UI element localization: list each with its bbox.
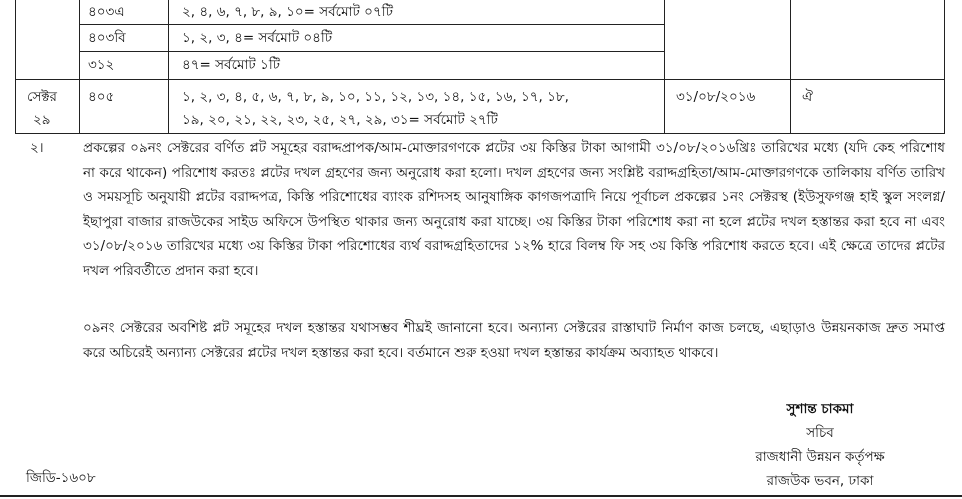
sector-label: সেক্টর — [27, 89, 57, 105]
plot-sector-code: ৪০৩এ — [88, 4, 125, 20]
table-border-bottom — [15, 133, 945, 134]
signatory-name: সুশান্ত চাকমা — [786, 401, 854, 417]
plot-numbers: ১, ২, ৩, ৪, ৫, ৬, ৭, ৮, ৯, ১০, ১১, ১২, ১৩, ১৪, ১৫, ১৬, ১৭, ১৮, — [182, 89, 569, 105]
table-row-divider — [79, 51, 665, 52]
plot-numbers: ১, ২, ৩, ৪= সর্বমোট ০৪টি — [182, 30, 333, 46]
table-row-divider — [15, 79, 945, 80]
plot-numbers: ১৯, ২০, ২১, ২২, ২৩, ২৫, ২৭, ২৯, ৩১= সর্বমোট ২৭টি — [182, 112, 498, 128]
table-col-divider — [664, 0, 665, 134]
handover-date: ৩১/০৮/২০১৬ — [676, 89, 756, 105]
table-col-divider — [790, 0, 791, 134]
signatory-address: রাজউক ভবন, ঢাকা — [766, 473, 874, 489]
table-col-divider — [168, 0, 169, 134]
paragraph-number: ২। — [30, 140, 44, 156]
table-row-divider — [79, 24, 665, 25]
sector-number: ২৯ — [33, 112, 51, 128]
plot-numbers: ৪৭= সর্বমোট ১টি — [182, 57, 281, 73]
table-border-left — [15, 0, 16, 134]
plot-sector-code: ৪০৫ — [88, 89, 115, 105]
table-col-divider — [79, 0, 80, 134]
plot-sector-code: ৩১২ — [88, 57, 115, 73]
signatory-title: সচিব — [806, 425, 834, 441]
reference-number: জিডি-১৬০৮ — [26, 470, 96, 486]
bottom-rule — [0, 495, 962, 497]
paragraph-1: প্রকল্পের ০৯নং সেক্টরের বর্ণিত প্লট সমূহের বরাদ্দপ্রাপক/আম-মোক্তারগণকে প্লটের ৩য় কিস্তির টাকা আগামী ৩১/০৮/২০১৬খ্রিঃ তারিখের মধ্যে (যদি কেহ পরিশোধ না করে থাকেন) পরিশোধ করতঃ প্লটের দখল গ্রহণের জন্য অনুরোধ করা হলো। দখল গ্রহণের জন্য সংশ্লিষ্ট বরাদ্দগ্রহিতা/আম-মোক্তারগণকে তালিকায় বর্ণিত তারিখ ও সময়সূচি অনুযায়ী প্লটের বরাদ্দপত্র, কিস্তি পরিশোধের ব্যাংক রশিদসহ আনুষাঙ্গিক কাগজপত্রাদি নিয়ে পূর্বাচল প্রকল্পের ১নং সেক্টরস্থ (ইউসুফগঞ্জ হাই স্কুল সংলগ্ন/ইছাপুরা বাজার রাজউকের সাইড অফিসে উপস্থিত থাকার জন্য অনুরোধ করা যাচ্ছে। ৩য় কিস্তির টাকা পরিশোধ করা না হলে প্লটের দখল হস্তান্তর করা হবে না এবং ৩১/০৮/২০১৬ তারিখের মধ্যে ৩য় কিস্তির টাকা পরিশোধের ব্যর্থ বরাদ্দগ্রহিতাদের ১২% হারে বিলম্ব ফি সহ ৩য় কিস্তি পরিশোধ করতে হবে। এই ক্ষেত্রে তাদের প্লটের দখল পরিবর্তীতে প্রদান করা হবে। — [83, 140, 945, 279]
table-border-right — [944, 0, 945, 134]
signatory-organization: রাজধানী উন্নয়ন কর্তৃপক্ষ — [755, 449, 885, 465]
remark: ঐ — [802, 89, 813, 105]
plot-sector-code: ৪০৩বি — [88, 30, 126, 46]
plot-numbers: ২, ৪, ৬, ৭, ৮, ৯, ১০= সর্বমোট ০৭টি — [182, 4, 393, 20]
paragraph-2: ০৯নং সেক্টরের অবশিষ্ট প্লট সমূহের দখল হস্তান্তর যথাসম্ভব শীঘ্রই জানানো হবে। অন্যান্য সেক্টরের রাস্তাঘাট নির্মাণ কাজ চলছে, এছাড়াও উন্নয়নকাজ দ্রুত সমাপ্ত করে অচিরেই অন্যান্য সেক্টরের প্লটের দখল হস্তান্তর করা হবে। বর্তমানে শুরু হওয়া দখল হস্তান্তর কার্যক্রম অব্যাহত থাকবে। — [83, 320, 945, 361]
